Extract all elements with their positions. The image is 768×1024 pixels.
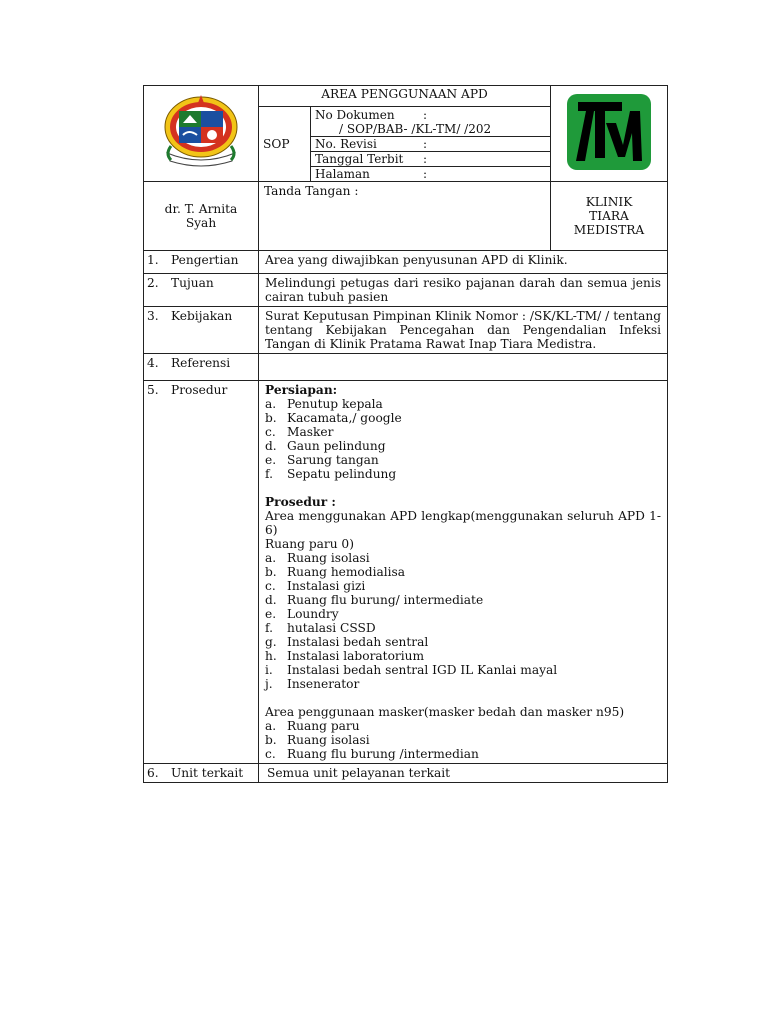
list-item-letter: c. xyxy=(265,579,276,593)
row-number: 5. xyxy=(147,383,159,397)
list-item xyxy=(265,467,661,481)
signer-name xyxy=(144,182,259,251)
row-number: 1. xyxy=(147,253,159,267)
list-item-letter: h. xyxy=(265,649,277,663)
row-label: Referensi xyxy=(171,356,231,370)
list-item xyxy=(265,551,661,565)
list-item-text: Gaun pelindung xyxy=(287,439,386,453)
list-item-letter: b. xyxy=(265,411,277,425)
ruang-paru-text: Ruang paru 0) xyxy=(265,537,354,551)
unit-terkait-text: Semua unit pelayanan terkait xyxy=(259,764,668,783)
prosedur-content xyxy=(259,381,668,764)
list-item-text: Sarung tangan xyxy=(287,453,379,467)
list-item-text: Masker xyxy=(287,425,334,439)
row-referensi-label xyxy=(144,354,259,381)
clinic-line3: MEDISTRA xyxy=(573,223,645,237)
row-pengertian-label xyxy=(144,251,259,274)
meta-table xyxy=(311,107,550,181)
list-item-letter: f. xyxy=(265,467,273,481)
signer-name-line1: dr. T. Arnita xyxy=(164,202,238,216)
sop-table xyxy=(143,85,668,783)
halaman-label: Halaman xyxy=(315,167,370,181)
no-dokumen-row xyxy=(311,107,550,137)
row-label: Prosedur xyxy=(171,383,228,397)
list-item-letter: e. xyxy=(265,607,277,621)
row-unit-label xyxy=(144,764,259,783)
pengertian-text: Area yang diwajibkan penyusunan APD di Klinik. xyxy=(259,251,668,274)
list-item-text: Ruang hemodialisa xyxy=(287,565,406,579)
list-item-letter: d. xyxy=(265,439,277,453)
area-list xyxy=(265,551,661,691)
document-title: AREA PENGGUNAAN APD xyxy=(259,86,551,107)
list-item xyxy=(265,663,661,677)
list-item-text: Insenerator xyxy=(287,677,360,691)
list-item-letter: c. xyxy=(265,425,276,439)
signer-name-line2: Syah xyxy=(185,216,217,230)
row-label: Kebijakan xyxy=(171,309,233,323)
list-item xyxy=(265,579,661,593)
no-revisi-label: No. Revisi xyxy=(315,137,377,151)
area-masker-text: Area penggunaan masker(masker bedah dan masker n95) xyxy=(265,705,625,719)
area-lengkap-text: Area menggunakan APD lengkap(menggunakan seluruh APD 1-6) xyxy=(265,509,662,537)
list-item-letter: b. xyxy=(265,565,277,579)
prosedur-title: Prosedur : xyxy=(265,495,336,509)
right-logo-cell xyxy=(551,86,668,182)
list-item xyxy=(265,425,661,439)
signature-field: Tanda Tangan : xyxy=(259,182,551,251)
halaman-sep: : xyxy=(423,167,428,181)
list-item-letter: i. xyxy=(265,663,273,677)
no-dokumen-value: / SOP/BAB- /KL-TM/ /202 xyxy=(339,122,492,136)
row-kebijakan-label xyxy=(144,307,259,354)
tujuan-text: Melindungi petugas dari resiko pajanan darah dan semua jenis cairan tubuh pasien xyxy=(259,274,668,307)
list-item xyxy=(265,719,661,733)
persiapan-list xyxy=(265,397,661,481)
list-item-letter: e. xyxy=(265,453,277,467)
row-label: Unit terkait xyxy=(171,766,244,780)
tanggal-terbit-label: Tanggal Terbit xyxy=(315,152,404,166)
list-item xyxy=(265,397,661,411)
row-label: Tujuan xyxy=(171,276,214,290)
list-item-text: Instalasi laboratorium xyxy=(287,649,425,663)
kebijakan-text: Surat Keputusan Pimpinan Klinik Nomor : /SK/KL-TM/ / tentang tentang Kebijakan Pencegahan dan Pengendalian Infeksi Tangan di Klinik Pratama Rawat Inap Tiara Medistra. xyxy=(259,307,668,354)
row-number: 4. xyxy=(147,356,159,370)
tanggal-terbit-row xyxy=(311,152,550,167)
sop-document xyxy=(143,85,667,783)
left-logo-cell xyxy=(144,86,259,182)
list-item-text: hutalasi CSSD xyxy=(287,621,376,635)
list-item-text: Ruang flu burung /intermedian xyxy=(287,747,479,761)
list-item xyxy=(265,439,661,453)
clinic-name xyxy=(551,182,668,251)
no-dokumen-sep: : xyxy=(423,108,428,122)
list-item xyxy=(265,733,661,747)
list-item-letter: c. xyxy=(265,747,276,761)
list-item xyxy=(265,747,661,761)
document-meta xyxy=(311,107,551,182)
row-number: 6. xyxy=(147,766,159,780)
list-item xyxy=(265,411,661,425)
list-item-text: Ruang isolasi xyxy=(287,733,370,747)
list-item xyxy=(265,649,661,663)
list-item-text: Instalasi bedah sentral xyxy=(287,635,429,649)
no-revisi-row xyxy=(311,137,550,152)
list-item xyxy=(265,677,661,691)
list-item-text: Ruang paru xyxy=(287,719,360,733)
row-number: 3. xyxy=(147,309,159,323)
list-item xyxy=(265,607,661,621)
list-item-letter: f. xyxy=(265,621,273,635)
list-item-letter: g. xyxy=(265,635,277,649)
no-dokumen-label: No Dokumen xyxy=(315,108,395,122)
list-item-letter: j. xyxy=(265,677,273,691)
list-item-letter: b. xyxy=(265,733,277,747)
emblem-icon xyxy=(153,91,249,173)
list-item xyxy=(265,635,661,649)
no-revisi-sep: : xyxy=(423,137,428,151)
referensi-text xyxy=(259,354,668,381)
list-item-letter: d. xyxy=(265,593,277,607)
list-item-text: Penutup kepala xyxy=(287,397,383,411)
row-tujuan-label xyxy=(144,274,259,307)
row-prosedur-label xyxy=(144,381,259,764)
clinic-line2: TIARA xyxy=(589,209,629,223)
list-item-text: Sepatu pelindung xyxy=(287,467,397,481)
row-number: 2. xyxy=(147,276,159,290)
list-item xyxy=(265,453,661,467)
list-item-letter: a. xyxy=(265,397,277,411)
masker-list xyxy=(265,719,661,761)
row-label: Pengertian xyxy=(171,253,239,267)
list-item-letter: a. xyxy=(265,719,277,733)
tm-logo-icon xyxy=(566,93,652,171)
list-item-text: Instalasi gizi xyxy=(287,579,366,593)
list-item xyxy=(265,593,661,607)
list-item-text: Ruang flu burung/ intermediate xyxy=(287,593,484,607)
list-item-text: Ruang isolasi xyxy=(287,551,370,565)
list-item xyxy=(265,621,661,635)
halaman-row xyxy=(311,167,550,182)
list-item xyxy=(265,565,661,579)
list-item-text: Loundry xyxy=(287,607,339,621)
persiapan-title: Persiapan: xyxy=(265,383,338,397)
clinic-line1: KLINIK xyxy=(585,195,633,209)
sop-label: SOP xyxy=(259,107,311,182)
list-item-text: Kacamata,/ google xyxy=(287,411,402,425)
list-item-text: Instalasi bedah sentral IGD IL Kanlai mayal xyxy=(287,663,558,677)
list-item-letter: a. xyxy=(265,551,277,565)
tanggal-terbit-sep: : xyxy=(423,152,428,166)
